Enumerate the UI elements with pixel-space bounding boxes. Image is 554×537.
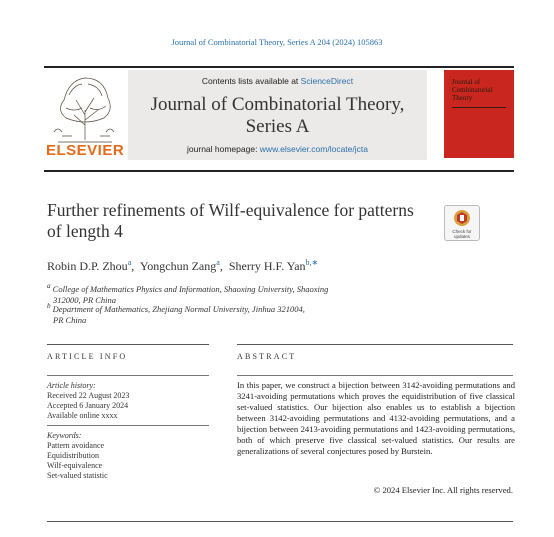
history-accepted: Accepted 6 January 2024	[47, 401, 129, 410]
keyword-item: Equidistribution	[47, 451, 99, 460]
article-info-top-rule	[47, 344, 209, 345]
article-title-line1: Further refinements of Wilf-equivalence for patterns	[47, 200, 414, 220]
keywords-heading: Keywords:	[47, 431, 82, 440]
author-name[interactable]: Sherry H.F. Yan	[228, 259, 306, 273]
header-bottom-rule	[44, 170, 514, 172]
affiliation-b	[47, 301, 437, 326]
header-top-rule	[44, 66, 514, 68]
keyword-item: Wilf-equivalence	[47, 461, 103, 470]
homepage-link[interactable]: www.elsevier.com/locate/jcta	[259, 144, 368, 154]
author-affil-mark[interactable]: b,∗	[305, 258, 319, 267]
affil-line: Department of Mathematics, Zhejiang Normal University, Jinhua 321004,	[52, 303, 305, 314]
homepage-prefix: journal homepage:	[187, 144, 260, 154]
author-name[interactable]: Yongchun Zang	[139, 259, 217, 273]
keyword-item: Set-valued statistic	[47, 471, 108, 480]
elsevier-wordmark: ELSEVIER	[46, 142, 125, 159]
affil-line: 312000, PR China	[53, 294, 117, 305]
author-list: Robin D.P. Zhou$^a$, Yongchun Zang$^a$, Sherry H.F. Yan$^{b,∗}$	[47, 258, 319, 273]
history-heading: Article history:	[47, 381, 96, 390]
abstract-heading: ABSTRACT	[237, 352, 297, 361]
author-affil-mark[interactable]: a	[216, 258, 220, 267]
cover-title-line3: Theory	[452, 94, 473, 102]
affil-line: PR China	[53, 314, 87, 325]
article-info-rule	[47, 375, 209, 376]
copyright-notice: © 2024 Elsevier Inc. All rights reserved.	[373, 485, 513, 495]
affil-line: College of Mathematics Physics and Information, Shaoxing University, Shaoxing	[52, 283, 329, 294]
affil-mark: b	[47, 302, 51, 310]
journal-title	[128, 94, 427, 138]
cover-rule	[452, 107, 506, 108]
check-for-updates-icon	[445, 206, 479, 230]
journal-title-line2: Series A	[245, 116, 310, 137]
contents-prefix: Contents lists available at	[201, 76, 301, 86]
contents-line	[128, 76, 427, 86]
article-title	[47, 200, 437, 242]
journal-citation[interactable]: Journal of Combinatorial Theory, Series A 204 (2024) 105863	[171, 37, 383, 47]
history-divider	[47, 425, 209, 426]
author-name[interactable]: Robin D.P. Zhou	[47, 259, 128, 273]
abstract-top-rule	[237, 344, 513, 345]
history-received: Received 22 August 2023	[47, 391, 130, 400]
article-title-line2: of length 4	[47, 221, 123, 241]
check-for-updates-label: Check for updates	[452, 229, 472, 239]
journal-homepage-line	[128, 144, 427, 154]
journal-title-line1: Journal of Combinatorial Theory,	[150, 94, 405, 115]
page-bottom-rule	[47, 521, 513, 522]
affil-mark: a	[47, 282, 51, 290]
abstract-text: In this paper, we construct a bijection between 3142-avoiding permutations and 3241-avoiding permutations which proves the equidistribution of five classical set-valued statistics. Our bijection also enables us to establish a bijection between 3142-avoiding permutations and 4132-avoiding permutations, and a bijection between 2413-avoiding permutations and 1423-avoiding permutations, both of which preserve five classical set-valued statistics. Our results are generalizations of several conjectures posed by Burstein.	[237, 380, 515, 456]
cover-title	[452, 78, 508, 102]
article-info-heading: ARTICLE INFO	[47, 352, 128, 361]
abstract-rule	[237, 375, 513, 376]
cover-title-line1: Journal of	[452, 78, 481, 86]
history-online: Available online xxxx	[47, 411, 118, 420]
cover-title-line2: Combinatorial	[452, 86, 493, 94]
author-affil-mark[interactable]: a	[127, 258, 132, 267]
sciencedirect-link[interactable]: ScienceDirect	[300, 76, 354, 86]
keyword-item: Pattern avoidance	[47, 441, 105, 450]
